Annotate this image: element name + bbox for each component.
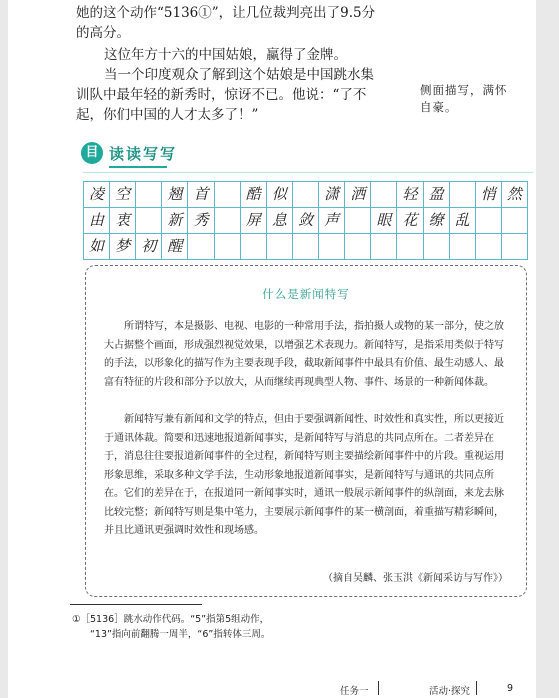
textbook-page [8, 0, 536, 698]
footnote-line-1: ①［5136］跳水动作代码。“5”指第5组动作， [72, 614, 270, 625]
grid-cell: 花 [397, 208, 423, 234]
section-title-underline [109, 166, 167, 168]
section-title: 读读写写 [109, 145, 178, 163]
grid-cell [215, 234, 241, 260]
grid-cell: 首 [188, 182, 214, 208]
grid-cell: 凌 [84, 182, 110, 208]
grid-cell: 由 [84, 208, 110, 234]
grid-cell [502, 234, 528, 260]
body-line-1: 她的这个动作“5136①”，让几位裁判亮出了9.5分 [76, 5, 376, 21]
grid-cell: 乱 [450, 208, 476, 234]
grid-cell [293, 182, 319, 208]
grid-cell [345, 208, 371, 234]
grid-cell [476, 208, 502, 234]
grid-cell [215, 182, 241, 208]
grid-cell: 缭 [424, 208, 450, 234]
article-paragraph-2 [104, 411, 512, 541]
footer-activity: 活动·探究 [429, 686, 471, 697]
grid-cell: 眼 [371, 208, 397, 234]
margin-annotation-line-1: 侧面描写，满怀 [420, 83, 508, 97]
grid-cell: 酷 [241, 182, 267, 208]
article-box [85, 265, 527, 597]
grid-cell [319, 234, 345, 260]
section-list-icon: 目 [81, 142, 103, 164]
page-number: 9 [507, 683, 514, 694]
grid-cell [215, 208, 241, 234]
grid-cell [476, 234, 502, 260]
body-line-4: 当一个印度观众了解到这个姑娘是中国跳水集 [104, 67, 374, 83]
grid-cell: 然 [502, 182, 528, 208]
grid-cell: 悄 [476, 182, 502, 208]
grid-cell [397, 234, 423, 260]
grid-cell: 似 [267, 182, 293, 208]
grid-cell [267, 234, 293, 260]
grid-cell [293, 234, 319, 260]
body-line-2: 的高分。 [76, 25, 130, 41]
body-line-6: 起，你们中国的人才太多了！” [76, 107, 259, 123]
article-paragraph-2-text: 新闻特写兼有新闻和文学的特点，但由于要强调新闻性、时效性和真实性，所以更接近于通讯体裁。简要和迅速地报道新闻事实，是新闻特写与消息的共同点所在。二者差异在于，消息往往要报道新闻事件的全过程，新闻特写则主要描绘新闻事件中的片段。重视运用形象思维，采取多种文学手法，生动形象地报道新闻事实，是新闻特写与通讯的共同点所在。它们的差异在于，在报道同一新闻事实时，通讯一般展示新闻事件的纵剖面，来龙去脉比较完整；新闻特写则是集中笔力，主要展示新闻事件的某一横剖面，着重描写精彩瞬间，并且比通讯更强调时效性和现场感。 [104, 414, 504, 536]
body-line-3: 这位年方十六的中国姑娘，赢得了金牌。 [104, 47, 347, 63]
grid-cell: 秀 [188, 208, 214, 234]
grid-cell: 洒 [345, 182, 371, 208]
grid-cell: 声 [319, 208, 345, 234]
grid-cell [450, 182, 476, 208]
article-credit: （摘自吴麟、张玉洪《新闻采访与写作》） [323, 573, 508, 584]
grid-cell [241, 234, 267, 260]
footnote-divider [70, 604, 202, 605]
grid-cell: 盈 [424, 182, 450, 208]
grid-cell [424, 234, 450, 260]
article-paragraph-1-text: 所谓特写，本是摄影、电视、电影的一种常用手法，指拍摄人或物的某一部分，使之放大占据整个画面，形成强烈视觉效果，以增强艺术表现力。新闻特写，是指采用类似于特写的手法，以形象化的描写作为主要表现手段，截取新闻事件中最具有价值、最生动感人、最富有特征的片段和部分予以放大，从而继续再现典型人物、事件、场景的一种新闻体裁。 [104, 321, 504, 388]
footer-separator-2 [476, 681, 477, 695]
section-divider [83, 172, 533, 173]
grid-cell: 空 [110, 182, 136, 208]
grid-cell [450, 234, 476, 260]
grid-cell [502, 208, 528, 234]
grid-cell: 衷 [110, 208, 136, 234]
grid-cell: 翘 [162, 182, 188, 208]
grid-cell: 轻 [397, 182, 423, 208]
grid-cell [345, 234, 371, 260]
grid-cell [136, 182, 162, 208]
grid-cell: 梦 [110, 234, 136, 260]
grid-cell: 如 [84, 234, 110, 260]
grid-cell [371, 234, 397, 260]
footer-task: 任务一 [340, 686, 369, 697]
grid-cell [136, 208, 162, 234]
body-line-5: 训队中最年轻的新秀时，惊讶不已。他说：“了不 [76, 87, 367, 103]
grid-cell [188, 234, 214, 260]
grid-cell: 新 [162, 208, 188, 234]
footnote [72, 612, 270, 642]
grid-cell [371, 182, 397, 208]
grid-cell: 醒 [162, 234, 188, 260]
margin-annotation-line-2: 自豪。 [420, 100, 458, 114]
grid-cell: 潇 [319, 182, 345, 208]
margin-annotation [420, 82, 508, 116]
grid-cell: 初 [136, 234, 162, 260]
footnote-line-2: “13”指向前翻腾一周半，“6”指转体三周。 [90, 629, 271, 640]
vocabulary-grid [83, 181, 528, 260]
article-title: 什么是新闻特写 [262, 287, 350, 301]
grid-cell: 敛 [293, 208, 319, 234]
grid-cell: 屏 [241, 208, 267, 234]
footer-separator-1 [378, 681, 379, 695]
article-paragraph-1 [104, 318, 512, 392]
grid-cell: 息 [267, 208, 293, 234]
